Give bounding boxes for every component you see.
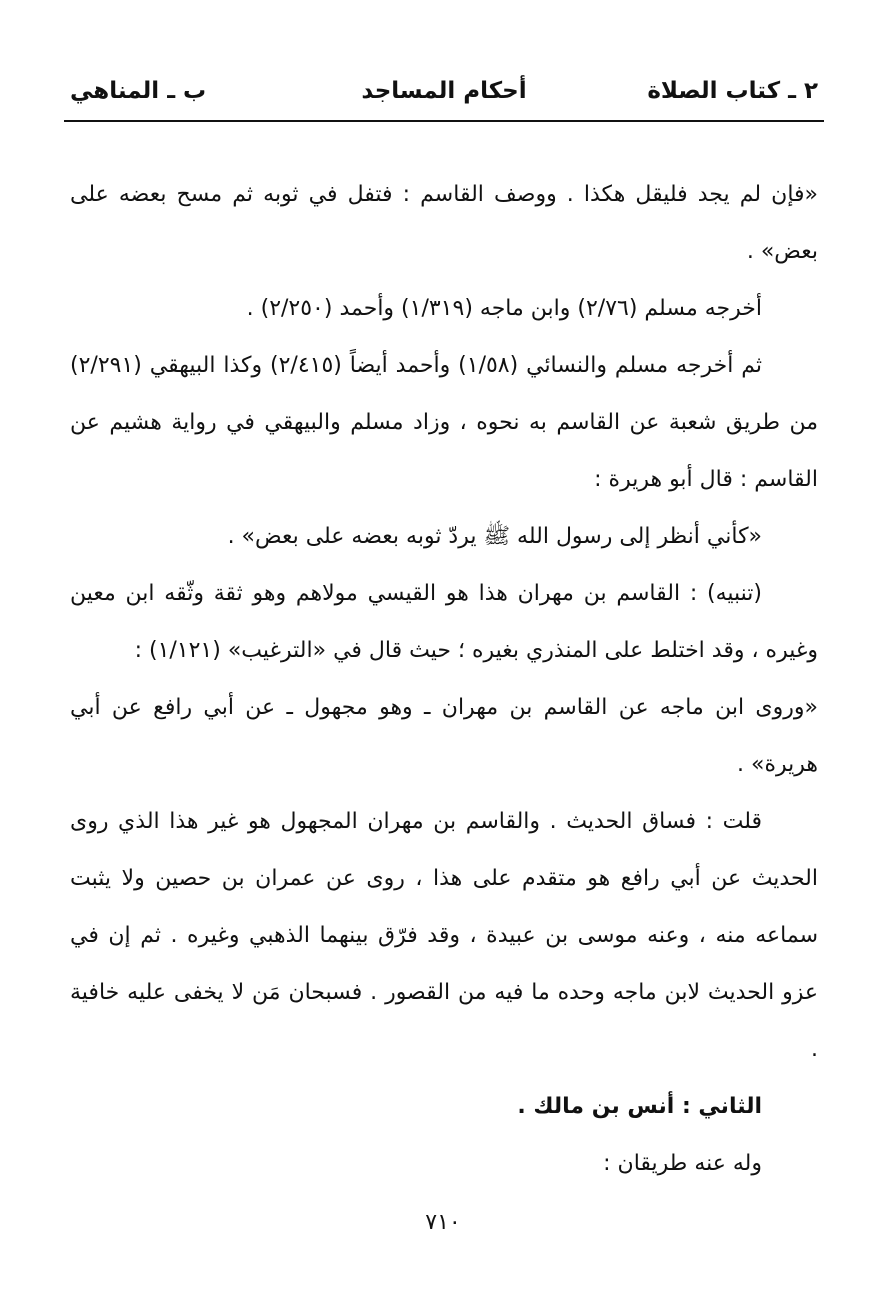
paragraph-note: (تنبيه) : القاسم بن مهران هذا هو القيسي مولاهم وهو ثقة وثّقه ابن معين وغيره ، وقد اختلط على المنذري بغيره ؛ حيث قال في «الترغيب» (١/١٢١) : xyxy=(70,581,818,663)
running-header xyxy=(64,78,824,118)
header-chapter: ٢ ـ كتاب الصلاة xyxy=(647,78,818,104)
page-number: ٧١٠ xyxy=(425,1210,461,1235)
paragraph-citation-1: أخرجه مسلم (٢/٧٦) وابن ماجه (١/٣١٩) وأحمد (٢/٢٥٠) . xyxy=(246,296,762,321)
section-heading: الثاني : أنس بن مالك . xyxy=(517,1094,762,1119)
header-rule xyxy=(64,120,824,122)
paragraph-commentary: قلت : فساق الحديث . والقاسم بن مهران المجهول هو غير هذا الذي روى الحديث عن أبي رافع هو متقدم على هذا ، روى عن عمران بن حصين ولا يثبت سماعه منه ، وعنه موسى بن عبيدة ، وقد فرّق بينهما الذهبي وغيره . ثم إن في عزو الحديث لابن ماجه وحده ما فيه من القصور . فسبحان مَن لا يخفى عليه خافية . xyxy=(70,809,818,1062)
paragraph-quote-3: «وروى ابن ماجه عن القاسم بن مهران ـ وهو مجهول ـ عن أبي رافع عن أبي هريرة» . xyxy=(70,695,818,777)
paragraph-quote-1: «فإن لم يجد فليقل هكذا . ووصف القاسم : فتفل في ثوبه ثم مسح بعضه على بعض» . xyxy=(70,182,818,264)
header-section: أحكام المساجد xyxy=(361,78,527,104)
header-subsection: ب ـ المناهي xyxy=(70,78,207,104)
paragraph-citation-2: ثم أخرجه مسلم والنسائي (١/٥٨) وأحمد أيضاً (٢/٤١٥) وكذا البيهقي (٢/٢٩١) من طريق شعبة عن القاسم به نحوه ، وزاد مسلم والبيهقي في رواية هشيم عن القاسم : قال أبو هريرة : xyxy=(70,353,818,492)
paragraph-quote-2: «كأني أنظر إلى رسول الله ﷺ يردّ ثوبه بعضه على بعض» . xyxy=(227,524,762,549)
page-body xyxy=(70,166,818,1192)
paragraph-intro: وله عنه طريقان : xyxy=(603,1151,762,1176)
